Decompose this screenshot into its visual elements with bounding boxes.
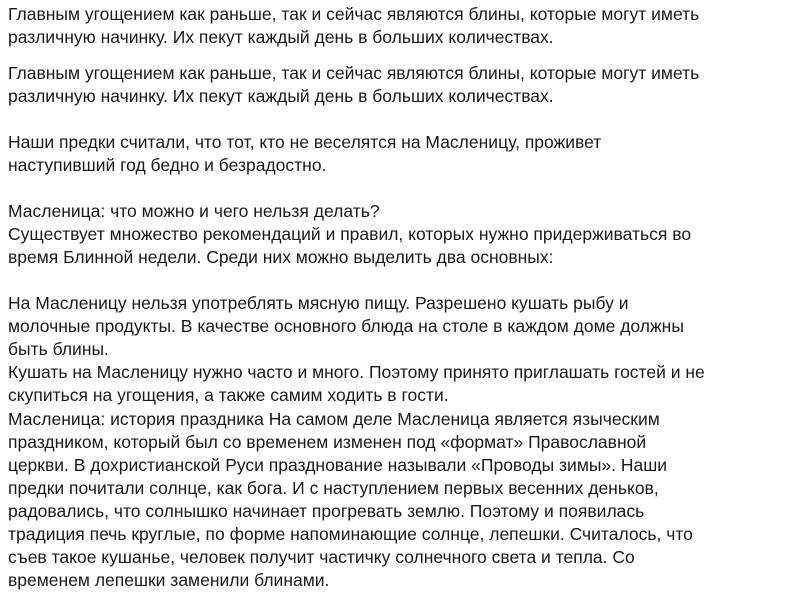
paragraph-rules xyxy=(8,200,794,269)
text-line: различную начинку. Их пекут каждый день в больших количествах. xyxy=(8,86,554,106)
paragraph-gap xyxy=(8,269,794,292)
paragraph-food xyxy=(8,292,794,407)
text-block-history xyxy=(8,408,794,592)
text-line: традиция печь круглые, по форме напоминающие солнце, лепешки. Считалось, что xyxy=(8,524,693,544)
text-line: радовались, что солнышко начинает прогревать землю. Поэтому и появилась xyxy=(8,501,645,521)
text-block-top xyxy=(8,3,794,49)
text-line: Масленица: что можно и чего нельзя делать? xyxy=(8,201,380,221)
paragraph-ancestors xyxy=(8,131,794,177)
text-line: Существует множество рекомендаций и правил, которых нужно придерживаться во xyxy=(8,224,692,244)
text-line: Главным угощением как раньше, так и сейчас являются блины, которые могут иметь xyxy=(8,4,700,24)
text-line: церкви. В дохристианской Руси празднование называли «Проводы зимы». Наши xyxy=(8,455,668,475)
text-line: съев такое кушанье, человек получит частичку солнечного света и тепла. Со xyxy=(8,547,635,567)
text-line: На Масленицу нельзя употреблять мясную пищу. Разрешено кушать рыбу и xyxy=(8,293,629,313)
text-line: молочные продукты. В качестве основного блюда на столе в каждом доме должны xyxy=(8,316,684,336)
text-line: различную начинку. Их пекут каждый день в больших количествах. xyxy=(8,27,554,47)
text-line: скупиться на угощения, а также самим ходить в гости. xyxy=(8,385,449,405)
text-line: Кушать на Масленицу нужно часто и много. Поэтому принято приглашать гостей и не xyxy=(8,362,705,382)
text-line: наступивший год бедно и безрадостно. xyxy=(8,155,327,175)
text-line: быть блины. xyxy=(8,339,109,359)
text-line: Масленица: история праздника На самом деле Масленица является языческим xyxy=(8,409,660,429)
text-block-main xyxy=(8,62,794,407)
text-line: Главным угощением как раньше, так и сейчас являются блины, которые могут иметь xyxy=(8,63,700,83)
text-line: Наши предки считали, что тот, кто не веселятся на Масленицу, проживет xyxy=(8,132,602,152)
paragraph-pancakes xyxy=(8,62,794,108)
text-line: предки почитали солнце, как бога. И с наступлением первых весенних деньков, xyxy=(8,478,659,498)
text-line: праздником, который был со временем изменен под «формат» Православной xyxy=(8,432,647,452)
paragraph-gap xyxy=(8,177,794,200)
text-line: время Блинной недели. Среди них можно выделить два основных: xyxy=(8,247,554,267)
paragraph-gap xyxy=(8,108,794,131)
text-line: временем лепешки заменили блинами. xyxy=(8,570,330,590)
